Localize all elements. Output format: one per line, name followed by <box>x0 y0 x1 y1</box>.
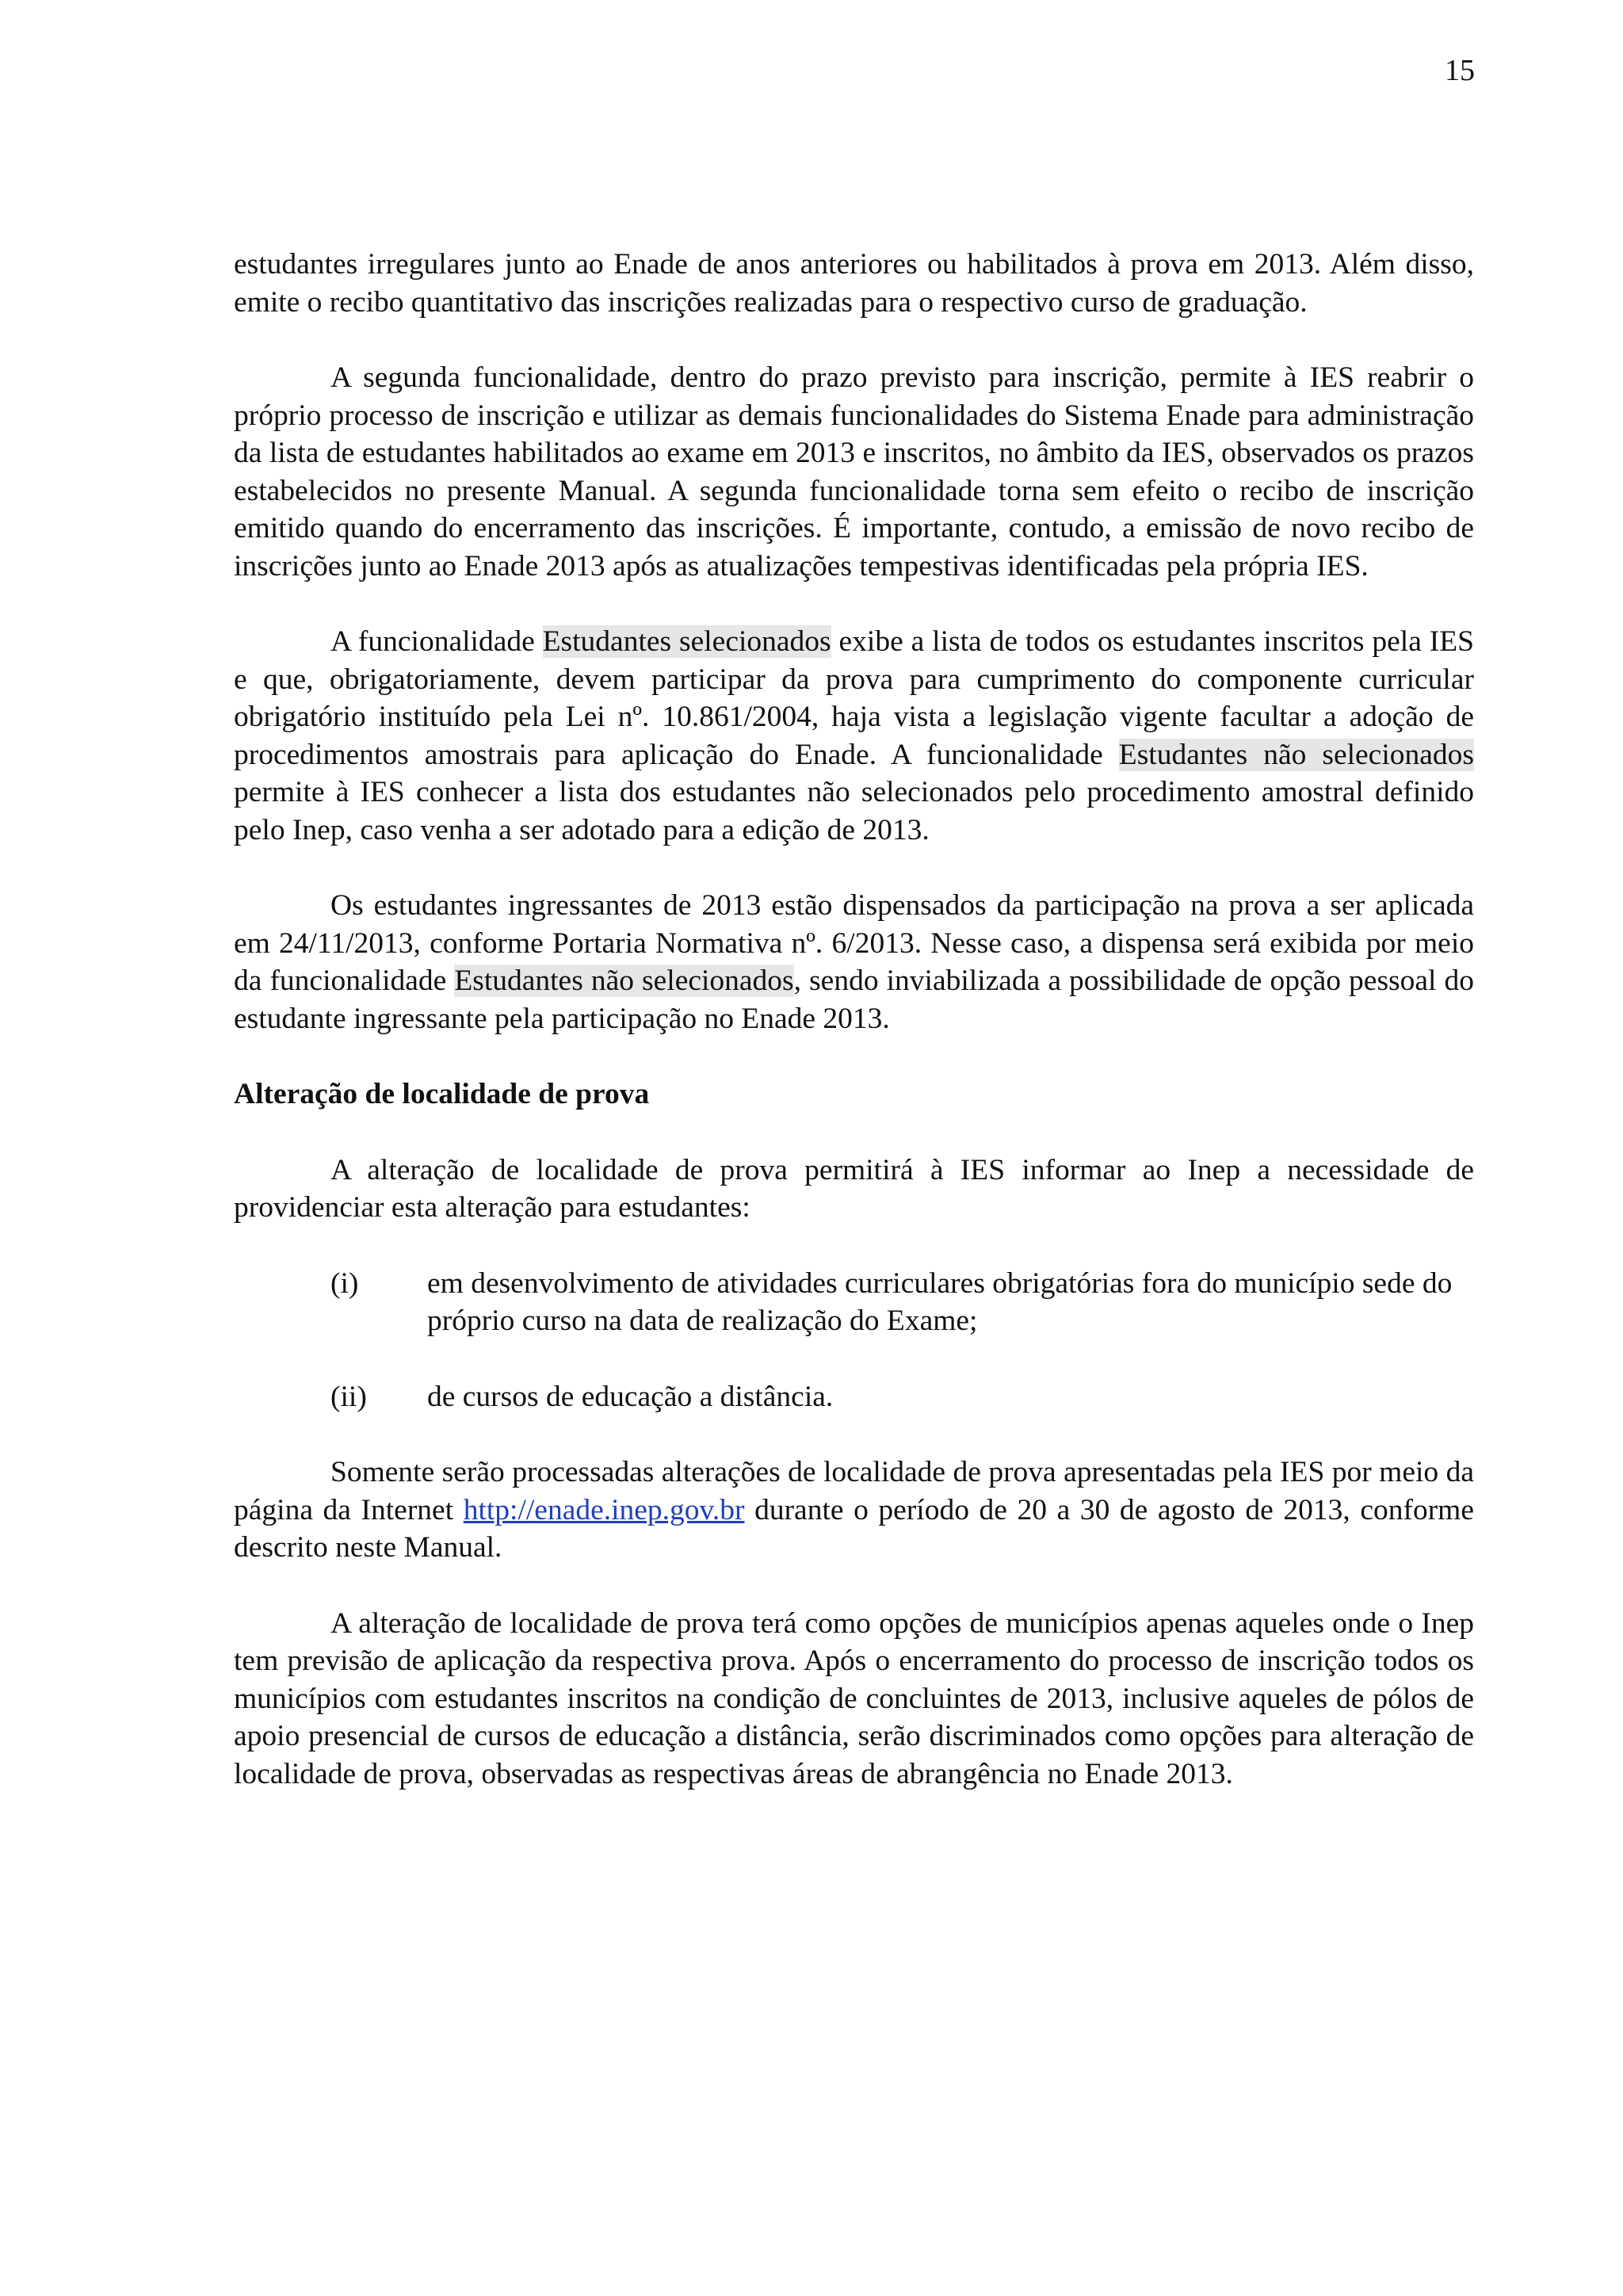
paragraph-6-text-a: Somente serão processadas alterações de localidade de prova apresentadas pela IES por meio da página da Internet <box>234 1456 1474 1526</box>
paragraph-6-text-b: durante o período de 20 a 30 de agosto de 2013, conforme descrito neste Manual. <box>234 1493 1474 1564</box>
list-item-1 <box>234 1265 1474 1340</box>
paragraph-2: A segunda funcionalidade, dentro do prazo previsto para inscrição, permite à IES reabrir o próprio processo de inscrição e utilizar as demais funcionalidades do Sistema Enade para administração da lista de estudantes habilitados ao exame em 2013 e inscritos, no âmbito da IES, observados os prazos estabelecidos no presente Manual. A segunda funcionalidade torna sem efeito o recibo de inscrição emitido quando do encerramento das inscrições. É importante, contudo, a emissão de novo recibo de inscrições junto ao Enade 2013 após as atualizações tempestivas identificadas pela própria IES. <box>234 361 1474 583</box>
highlight-estudantes-nao-selecionados: Estudantes não selecionados <box>1118 738 1474 771</box>
section-heading: Alteração de localidade de prova <box>234 1078 650 1110</box>
paragraph-3 <box>234 623 1474 849</box>
page-number: 15 <box>1445 54 1475 87</box>
paragraph-3-text-a: A funcionalidade <box>330 625 543 658</box>
paragraph-4-text-b: , sendo inviabilizada a possibilidade de opção pessoal do estudante ingressante pela participação no Enade 2013. <box>234 965 1474 1035</box>
highlight-estudantes-nao-selecionados-2: Estudantes não selecionados <box>454 965 794 997</box>
paragraph-4-text-a: Os estudantes ingressantes de 2013 estão dispensados da participação na prova a ser aplicada em 24/11/2013, conforme Portaria Normativa nº. 6/2013. Nesse caso, a dispensa será exibida por meio da funcionalidade <box>234 889 1474 997</box>
paragraph-4 <box>234 887 1474 1037</box>
paragraph-6 <box>234 1454 1474 1567</box>
list-item-2-text: de cursos de educação a distância. <box>427 1380 834 1413</box>
paragraph-3-text-c: permite à IES conhecer a lista dos estudantes não selecionados pelo procedimento amostral definido pelo Inep, caso venha a ser adotado para a edição de 2013. <box>234 776 1474 846</box>
paragraph-5: A alteração de localidade de prova permitirá à IES informar ao Inep a necessidade de providenciar esta alteração para estudantes: <box>234 1153 1474 1224</box>
list-item-2-number: (ii) <box>330 1380 367 1413</box>
document-body <box>234 246 1474 1793</box>
highlight-estudantes-selecionados: Estudantes selecionados <box>542 625 831 658</box>
paragraph-7: A alteração de localidade de prova terá como opções de municípios apenas aqueles onde o Inep tem previsão de aplicação da respectiva prova. Após o encerramento do processo de inscrição todos os municípios com estudantes inscritos na condição de concluintes de 2013, inclusive aqueles de pólos de apoio presencial de cursos de educação a distância, serão discriminados como opções para alteração de localidade de prova, observadas as respectivas áreas de abrangência no Enade 2013. <box>234 1606 1474 1790</box>
list-item-1-text: em desenvolvimento de atividades curriculares obrigatórias fora do município sede do próprio curso na data de realização do Exame; <box>427 1266 1453 1337</box>
paragraph-1: estudantes irregulares junto ao Enade de anos anteriores ou habilitados à prova em 2013. Além disso, emite o recibo quantitativo das inscrições realizadas para o respectivo curso de graduação. <box>234 248 1474 319</box>
enade-link[interactable]: http://enade.inep.gov.br <box>463 1493 745 1526</box>
paragraph-3-text-b: exibe a lista de todos os estudantes inscritos pela IES e que, obrigatoriamente, devem participar da prova para cumprimento do componente curricular obrigatório instituído pela Lei nº. 10.861/2004, haja vista a legislação vigente facultar a adoção de procedimentos amostrais para aplicação do Enade. A funcionalidade <box>234 625 1474 771</box>
list-item-1-number: (i) <box>330 1266 359 1300</box>
list-item-2 <box>234 1378 1474 1416</box>
